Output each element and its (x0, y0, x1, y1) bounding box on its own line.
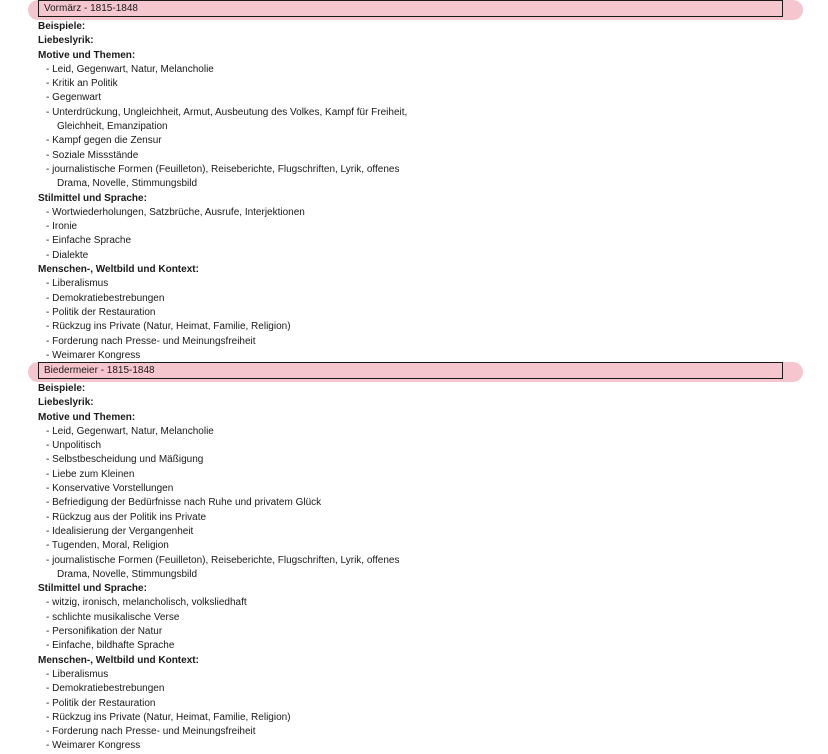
list-item: - Unterdrückung, Ungleichheit, Armut, Ausbeutung des Volkes, Kampf für Freiheit, (46, 106, 408, 118)
list-item: - Leid, Gegenwart, Natur, Melancholie (46, 63, 214, 75)
section-body (38, 20, 828, 363)
list-item: - Politik der Restauration (46, 306, 156, 318)
list-item-continuation: Drama, Novelle, Stimmungsbild (57, 178, 198, 190)
list-item: - Leid, Gegenwart, Natur, Melancholie (46, 425, 214, 437)
list-item: - schlichte musikalische Verse (46, 611, 180, 623)
section-biedermeier (0, 362, 828, 754)
list-item: - Einfache Sprache (46, 235, 132, 247)
liebeslyrik-heading: Liebeslyrik: (38, 397, 94, 409)
list-item: - Konservative Vorstellungen (46, 483, 174, 495)
list-item: - witzig, ironisch, melancholisch, volksliedhaft (46, 597, 247, 609)
list-item: - Politik der Restauration (46, 697, 156, 709)
list-item: - Kampf gegen die Zensur (46, 135, 162, 147)
list-item-continuation: Drama, Novelle, Stimmungsbild (57, 568, 198, 580)
motive-heading: Motive und Themen: (38, 411, 136, 423)
list-item: - Liberalismus (46, 668, 109, 680)
list-item: - Idealisierung der Vergangenheit (46, 525, 194, 537)
list-item: - Kritik an Politik (46, 78, 118, 90)
list-item: - journalistische Formen (Feuilleton), Reiseberichte, Flugschriften, Lyrik, offenes (46, 163, 400, 175)
stil-heading: Stilmittel und Sprache: (38, 583, 147, 595)
list-item: - Weimarer Kongress (46, 349, 141, 361)
list-item: - Dialekte (46, 249, 89, 261)
list-item: - Forderung nach Presse- und Meinungsfreiheit (46, 335, 256, 347)
list-item: - Wortwiederholungen, Satzbrüche, Ausrufe, Interjektionen (46, 206, 305, 218)
list-item: - Liebe zum Kleinen (46, 468, 135, 480)
list-item: - Selbstbescheidung und Mäßigung (46, 454, 204, 466)
list-item: - Demokratiebestrebungen (46, 683, 165, 695)
list-item: - journalistische Formen (Feuilleton), Reiseberichte, Flugschriften, Lyrik, offenes (46, 554, 400, 566)
list-item: - Einfache, bildhafte Sprache (46, 640, 175, 652)
beispiele-heading: Beispiele: (38, 21, 86, 32)
section-title: Vormärz - 1815-1848 (38, 0, 783, 17)
kontext-heading: Menschen-, Weltbild und Kontext: (38, 264, 199, 276)
list-item: - Weimarer Kongress (46, 740, 141, 752)
section-vormaerz (0, 0, 828, 363)
list-item: - Tugenden, Moral, Religion (46, 540, 169, 552)
section-title: Biedermeier - 1815-1848 (38, 362, 783, 379)
list-item: - Forderung nach Presse- und Meinungsfreiheit (46, 726, 256, 738)
stil-heading: Stilmittel und Sprache: (38, 192, 147, 204)
list-item: - Rückzug aus der Politik ins Private (46, 511, 207, 523)
motive-heading: Motive und Themen: (38, 49, 136, 61)
list-item: - Befriedigung der Bedürfnisse nach Ruhe und privatem Glück (46, 497, 322, 509)
list-item: - Personifikation der Natur (46, 626, 163, 638)
list-item: - Liberalismus (46, 278, 109, 290)
list-item: - Demokratiebestrebungen (46, 292, 165, 304)
list-item: - Gegenwart (46, 92, 102, 104)
liebeslyrik-heading: Liebeslyrik: (38, 35, 94, 47)
list-item: - Ironie (46, 221, 78, 233)
list-item: - Soziale Missstände (46, 149, 139, 161)
beispiele-heading: Beispiele: (38, 383, 86, 394)
list-item: - Rückzug ins Private (Natur, Heimat, Familie, Religion) (46, 321, 291, 333)
section-header-highlight (28, 0, 803, 20)
list-item: - Unpolitisch (46, 440, 102, 452)
kontext-heading: Menschen-, Weltbild und Kontext: (38, 654, 199, 666)
section-body (38, 382, 828, 754)
list-item: - Rückzug ins Private (Natur, Heimat, Familie, Religion) (46, 711, 291, 723)
list-item-continuation: Gleichheit, Emanzipation (57, 121, 168, 133)
section-header-highlight (28, 362, 803, 382)
